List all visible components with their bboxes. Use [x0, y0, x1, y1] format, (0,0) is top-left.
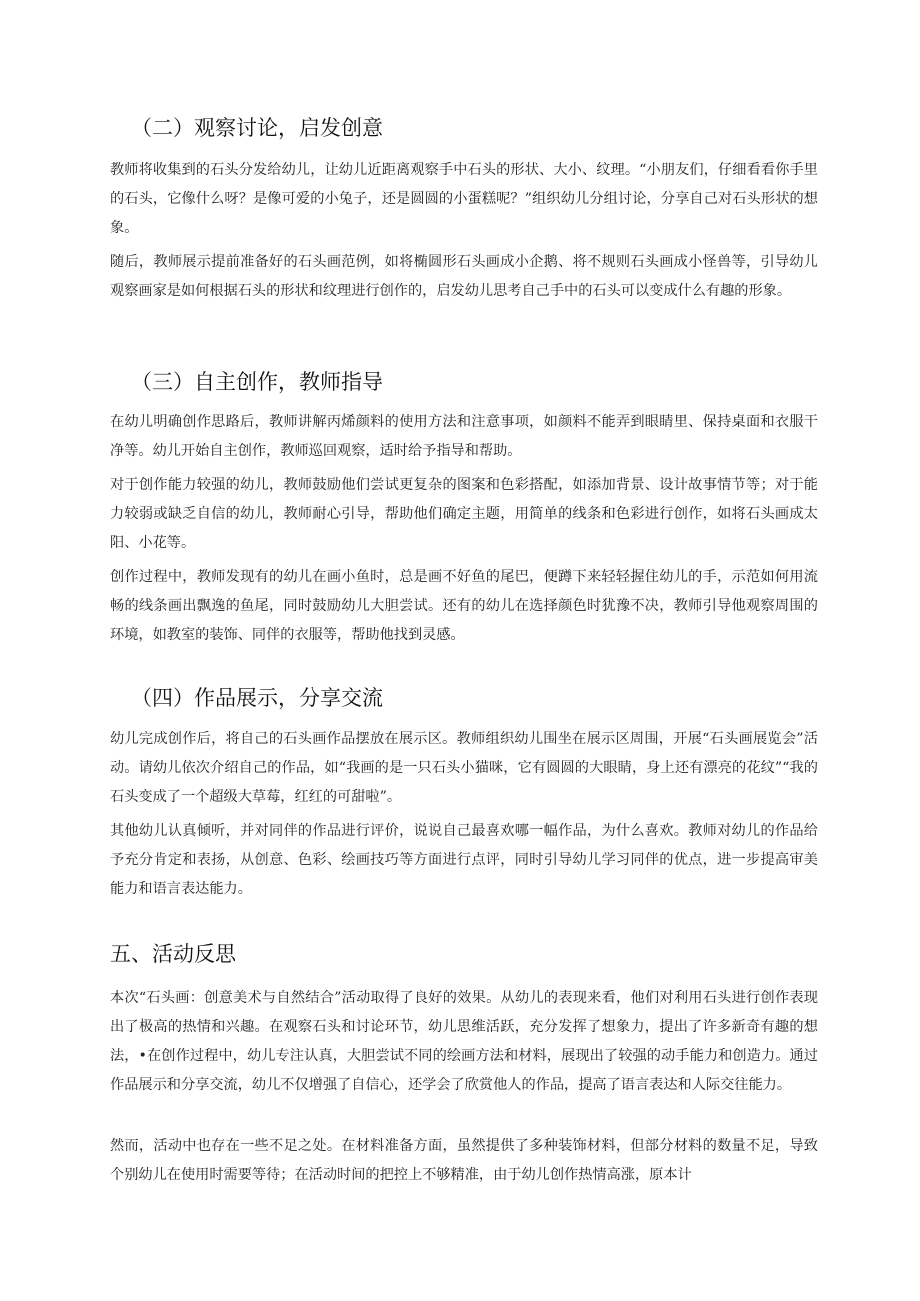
- paragraph: 教师将收集到的石头分发给幼儿，让幼儿近距离观察手中石头的形状、大小、纹理。“小朋友们，仔细看看你手里的石头，它像什么呀？是像可爱的小兔子，还是圆圆的小蛋糕呢？”组织幼儿分组讨论，分享自己对石头形状的想象。: [110, 162, 818, 236]
- paragraph: 然而，活动中也存在一些不足之处。在材料准备方面，虽然提供了多种装饰材料，但部分材料的数量不足，导致个别幼儿在使用时需要等待；在活动时间的把控上不够精准，由于幼儿创作热情高涨，原本计: [110, 1138, 818, 1183]
- section-heading-works-display: （四）作品展示，分享交流: [131, 686, 383, 710]
- paragraph: 随后，教师展示提前准备好的石头画范例，如将椭圆形石头画成小企鹅、将不规则石头画成小怪兽等，引导幼儿观察画家是如何根据石头的形状和纹理进行创作的，启发幼儿思考自己手中的石头可以变成什么有趣的形象。: [110, 254, 818, 299]
- paragraph: 其他幼儿认真倾听，并对同伴的作品进行评价，说说自己最喜欢哪一幅作品，为什么喜欢。教师对幼儿的作品给予充分肯定和表扬，从创意、色彩、绘画技巧等方面进行点评，同时引导幼儿学习同伴的优点，进一步提高审美能力和语言表达能力。: [110, 823, 818, 897]
- section-heading-observe-discuss: （二）观察讨论，启发创意: [131, 116, 383, 140]
- paragraph: 幼儿完成创作后，将自己的石头画作品摆放在展示区。教师组织幼儿围坐在展示区周围，开展“石头画展览会”活动。请幼儿依次介绍自己的作品，如“我画的是一只石头小猫咪，它有圆圆的大眼睛，身上还有漂亮的花纹”“我的石头变成了一个超级大草莓，红红的可甜啦”。: [110, 731, 818, 805]
- paragraph: 本次“石头画：创意美术与自然结合”活动取得了良好的效果。从幼儿的表现来看，他们对利用石头进行创作表现出了极高的热情和兴趣。在观察石头和讨论环节，幼儿思维活跃，充分发挥了想象力，提出了许多新奇有趣的想法，•在创作过程中，幼儿专注认真，大胆尝试不同的绘画方法和材料，展现出了较强的动手能力和创造力。通过作品展示和分享交流，幼儿不仅增强了自信心，还学会了欣赏他人的作品，提高了语言表达和人际交往能力。: [110, 990, 818, 1093]
- section-heading-independent-creation: （三）自主创作，教师指导: [131, 370, 383, 394]
- section-heading-activity-reflection: 五、活动反思: [110, 942, 236, 966]
- paragraph: 在幼儿明确创作思路后，教师讲解丙烯颜料的使用方法和注意事项，如颜料不能弄到眼睛里、保持桌面和衣服干净等。幼儿开始自主创作，教师巡回观察，适时给予指导和帮助。: [110, 414, 818, 459]
- paragraph: 对于创作能力较强的幼儿，教师鼓励他们尝试更复杂的图案和色彩搭配，如添加背景、设计故事情节等；对于能力较弱或缺乏自信的幼儿，教师耐心引导，帮助他们确定主题，用简单的线条和色彩进行创作，如将石头画成太阳、小花等。: [110, 477, 818, 551]
- paragraph: 创作过程中，教师发现有的幼儿在画小鱼时，总是画不好鱼的尾巴，便蹲下来轻轻握住幼儿的手，示范如何用流畅的线条画出飘逸的鱼尾，同时鼓励幼儿大胆尝试。还有的幼儿在选择颜色时犹豫不决，教师引导他观察周围的环境，如教室的装饰、同伴的衣服等，帮助他找到灵感。: [110, 569, 818, 643]
